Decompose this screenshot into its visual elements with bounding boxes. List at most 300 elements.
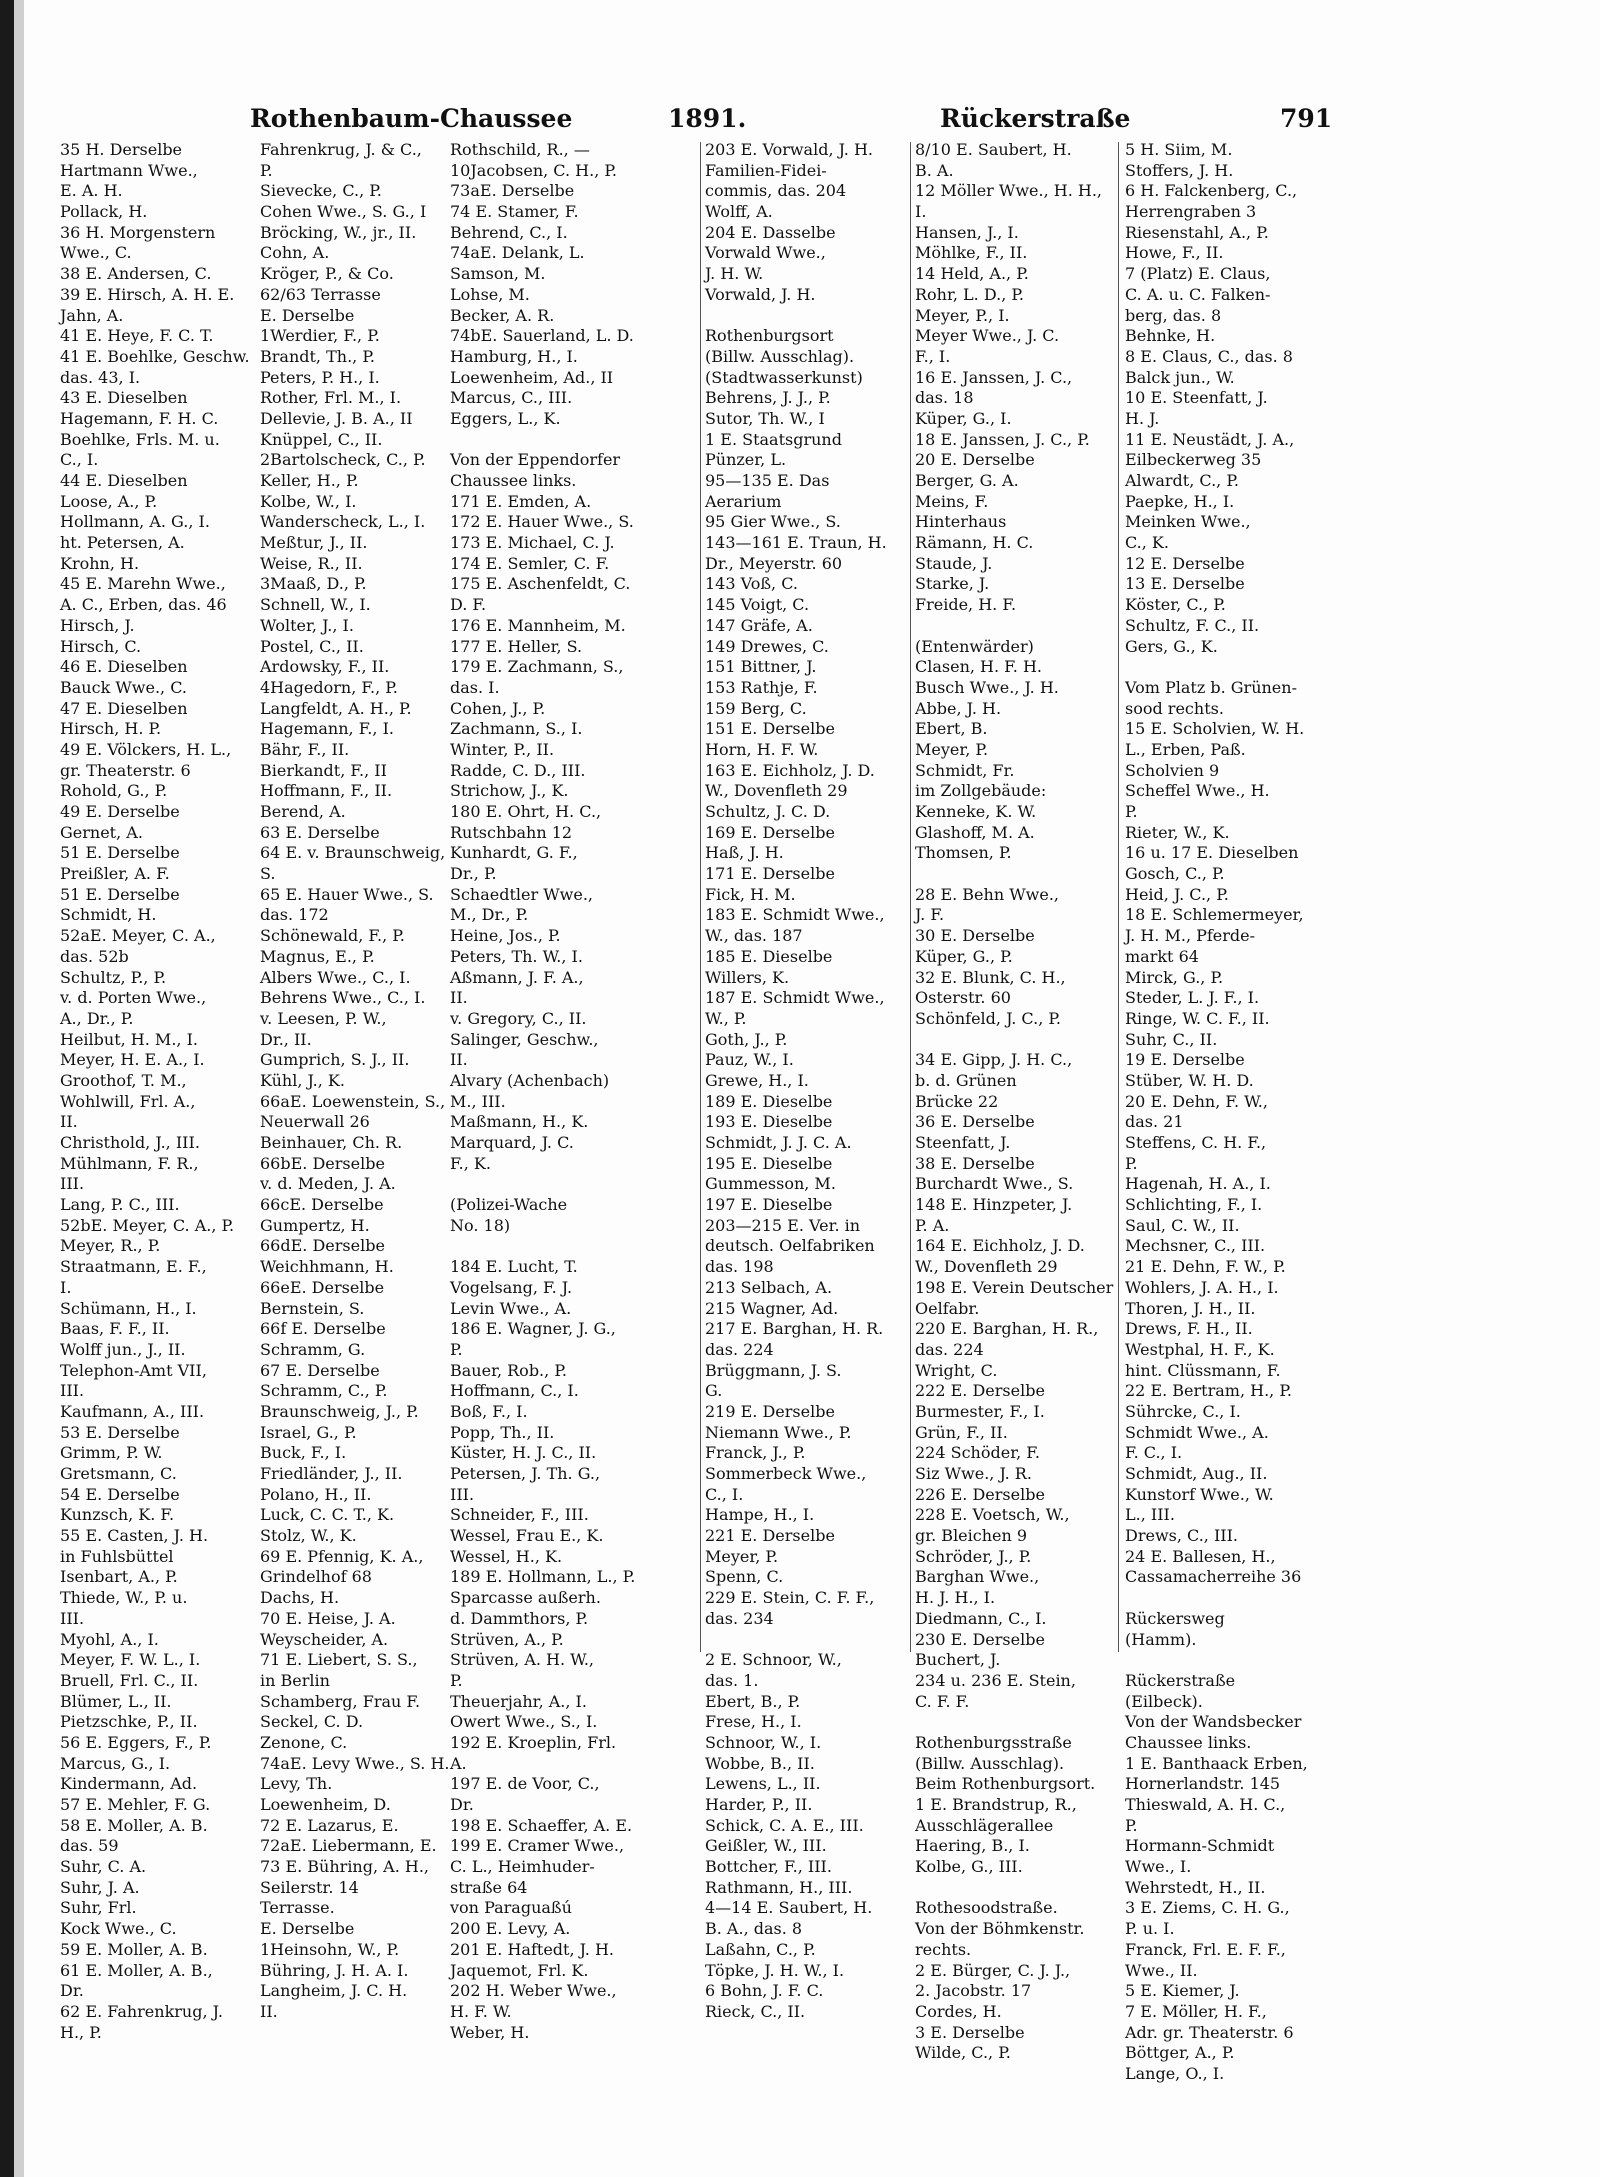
directory-entry-line: 184 E. Lucht, T.: [450, 1257, 578, 1277]
directory-entry-line: Horn, H. F. W.: [705, 739, 819, 759]
directory-entry-line: Boß, F., I.: [450, 1401, 528, 1421]
directory-entry-line: 8/10 E. Saubert, H.: [915, 140, 1072, 159]
directory-entry-line: Sutor, Th. W., I: [705, 408, 825, 428]
directory-entry-line: Thiede, W., P. u.: [60, 1588, 188, 1608]
directory-entry-line: 38 E. Andersen, C.: [60, 264, 212, 284]
directory-entry-line: 224 Schöder, F.: [915, 1443, 1040, 1463]
directory-entry-line: 61 E. Moller, A. B.,: [60, 1960, 213, 1980]
directory-entry-line: Franck, Frl. E. F. F.,: [1125, 1939, 1286, 1959]
directory-entry-line: Meinken Wwe.,: [1125, 512, 1251, 532]
directory-entry-line: Gers, G., K.: [1125, 636, 1218, 656]
directory-entry-line: 143 Voß, C.: [705, 574, 798, 594]
directory-entry-line: 1 E. Staatsgrund: [705, 429, 842, 449]
directory-entry-line: Steffens, C. H. F.,: [1125, 1133, 1267, 1152]
directory-entry-line: Schramm, G.: [260, 1339, 366, 1359]
directory-entry-line: Behrens Wwe., C., I.: [260, 988, 426, 1008]
directory-entry-line: 198 E. Schaeffer, A. E.: [450, 1815, 633, 1835]
directory-entry-line: 54 E. Derselbe: [60, 1484, 180, 1504]
directory-entry-line: 62 E. Fahrenkrug, J.: [60, 2001, 223, 2021]
directory-entry-line: Wolff, A.: [705, 202, 773, 222]
directory-entry-line: P. A.: [915, 1215, 950, 1235]
directory-entry-line: Staude, J.: [915, 553, 993, 573]
directory-entry-line: Wobbe, B., II.: [705, 1753, 815, 1773]
directory-entry-line: 234 u. 236 E. Stein,: [915, 1670, 1076, 1690]
directory-entry-line: Christhold, J., III.: [60, 1133, 200, 1152]
directory-entry-line: 3 E. Derselbe: [915, 2022, 1025, 2042]
directory-entry-line: Hirsch, C.: [60, 636, 142, 656]
directory-entry-line: Ausschlägerallee: [915, 1815, 1054, 1835]
directory-entry-line: Petersen, J. Th. G.,: [450, 1464, 601, 1483]
directory-entry-line: 204 E. Dasselbe: [705, 222, 836, 242]
directory-entry-line: [915, 616, 1120, 637]
directory-entry-line: P.: [1125, 802, 1138, 821]
directory-entry-line: Jaquemot, Frl. K.: [450, 1960, 589, 1980]
directory-entry-line: 203 E. Vorwald, J. H.: [705, 140, 873, 159]
directory-entry-line: Kröger, P., & Co.: [260, 264, 394, 284]
directory-entry-line: Hamburg, H., I.: [450, 346, 578, 366]
directory-entry-line: A.: [450, 1753, 467, 1773]
header-street-right: Rückerstraße: [940, 104, 1131, 133]
directory-entry-line: II.: [60, 1112, 78, 1132]
directory-entry-line: 30 E. Derselbe: [915, 926, 1035, 946]
directory-entry-line: Hoffmann, C., I.: [450, 1381, 579, 1401]
directory-entry-line: C. A. u. C. Falken-: [1125, 284, 1271, 304]
column-divider: [1118, 142, 1119, 1652]
directory-entry-line: 46 E. Dieselben: [60, 657, 188, 677]
directory-entry-line: Wanderscheck, L., I.: [260, 512, 426, 532]
directory-entry-line: Bruell, Frl. C., II.: [60, 1670, 199, 1690]
directory-entry-line: F. C., I.: [1125, 1443, 1183, 1463]
directory-entry-line: L., Erben, Paß.: [1125, 739, 1246, 759]
directory-entry-line: Bottcher, F., III.: [705, 1857, 832, 1877]
directory-entry-line: Aerarium: [705, 491, 782, 511]
directory-entry-line: 2. Jacobstr. 17: [915, 1981, 1032, 2001]
directory-entry-line: 73aE. Derselbe: [450, 181, 575, 201]
directory-entry-line: das. 198: [705, 1257, 774, 1277]
directory-entry-line: 56 E. Eggers, F., P.: [60, 1732, 212, 1752]
directory-entry-line: Brüggmann, J. S.: [705, 1360, 842, 1380]
directory-entry-line: B. A.: [915, 160, 954, 180]
directory-entry-line: Hirsch, H. P.: [60, 719, 162, 739]
directory-entry-line: P.: [450, 1339, 463, 1359]
directory-entry-line: L., III.: [1125, 1505, 1175, 1525]
directory-entry-line: 73 E. Bühring, A. H.,: [260, 1857, 429, 1877]
directory-entry-line: [1125, 1650, 1325, 1671]
directory-entry-line: (Stadtwasserkunst): [705, 367, 863, 387]
directory-entry-line: [915, 1712, 1120, 1733]
directory-entry-line: 19 E. Derselbe: [1125, 1050, 1245, 1070]
directory-entry-line: deutsch. Oelfabriken: [705, 1236, 875, 1256]
header-street-left: Rothenbaum-Chaussee: [250, 104, 573, 133]
directory-entry-line: W., das. 187: [705, 926, 803, 946]
directory-entry-line: 6 Bohn, J. F. C.: [705, 1981, 824, 2001]
directory-column-1: [60, 140, 250, 2043]
directory-entry-line: 5 H. Siim, M.: [1125, 140, 1233, 159]
directory-entry-line: 43 E. Dieselben: [60, 388, 188, 408]
directory-entry-line: Salinger, Geschw.,: [450, 1029, 599, 1049]
directory-entry-line: ht. Petersen, A.: [60, 533, 185, 553]
directory-entry-line: v. d. Porten Wwe.,: [60, 988, 207, 1008]
directory-entry-line: Scheffel Wwe., H.: [1125, 781, 1270, 801]
directory-entry-line: Clasen, H. F. H.: [915, 657, 1042, 677]
directory-entry-line: Hansen, J., I.: [915, 222, 1019, 242]
directory-entry-line: 171 E. Emden, A.: [450, 491, 592, 511]
directory-entry-line: Schnoor, W., I.: [705, 1732, 822, 1752]
directory-entry-line: W., Dovenfleth 29: [915, 1257, 1058, 1277]
directory-entry-line: Theuerjahr, A., I.: [450, 1691, 587, 1711]
directory-entry-line: Chaussee links.: [1125, 1732, 1252, 1752]
directory-entry-line: E. A. H.: [60, 181, 123, 201]
directory-entry-line: Langheim, J. C. H.: [260, 1981, 408, 2001]
directory-entry-line: Kolbe, W., I.: [260, 491, 357, 511]
directory-entry-line: 18 E. Janssen, J. C., P.: [915, 429, 1090, 449]
directory-entry-line: 57 E. Mehler, F. G.: [60, 1795, 211, 1814]
directory-entry-line: C. F. F.: [915, 1691, 970, 1711]
directory-entry-line: Alwardt, C., P.: [1125, 471, 1239, 490]
directory-entry-line: I.: [915, 202, 927, 222]
directory-entry-line: 47 E. Dieselben: [60, 698, 188, 718]
directory-entry-line: 222 E. Derselbe: [915, 1381, 1045, 1401]
directory-entry-line: Cohn, A.: [260, 243, 330, 263]
directory-entry-line: Krohn, H.: [60, 553, 140, 573]
directory-entry-line: Vorwald, J. H.: [705, 284, 816, 304]
directory-entry-line: 16 E. Janssen, J. C.,: [915, 367, 1073, 387]
directory-entry-line: [705, 1630, 915, 1651]
directory-entry-line: 66eE. Derselbe: [260, 1277, 385, 1297]
directory-entry-line: J. F.: [915, 905, 945, 925]
directory-entry-line: [1125, 657, 1325, 678]
directory-entry-line: Gumpertz, H.: [260, 1215, 370, 1235]
directory-entry-line: Dellevie, J. B. A., II: [260, 408, 413, 428]
directory-entry-line: Gummesson, M.: [705, 1174, 836, 1194]
directory-entry-line: Kindermann, Ad.: [60, 1774, 198, 1794]
directory-entry-line: Lange, O., I.: [1125, 2063, 1225, 2083]
directory-entry-line: 36 H. Morgenstern: [60, 222, 216, 242]
directory-entry-line: 74 E. Stamer, F.: [450, 202, 579, 222]
directory-entry-line: Dachs, H.: [260, 1588, 340, 1608]
directory-entry-line: Israel, G., P.: [260, 1422, 357, 1442]
directory-entry-line: Rothesoodstraße.: [915, 1898, 1058, 1918]
directory-entry-line: das. 43, I.: [60, 367, 141, 387]
directory-entry-line: Boehlke, Frls. M. u.: [60, 429, 220, 449]
directory-entry-line: Hinterhaus: [915, 512, 1007, 532]
directory-entry-line: 10 E. Steenfatt, J.: [1125, 388, 1268, 408]
directory-entry-line: 220 E. Barghan, H. R.,: [915, 1319, 1099, 1339]
directory-entry-line: 153 Rathje, F.: [705, 677, 818, 697]
directory-entry-line: berg, das. 8: [1125, 305, 1222, 325]
directory-entry-line: Ebert, B., P.: [705, 1691, 801, 1711]
directory-entry-line: 6 H. Falckenberg, C.,: [1125, 181, 1298, 201]
directory-entry-line: 12 E. Derselbe: [1125, 553, 1245, 573]
directory-entry-line: commis, das. 204: [705, 181, 847, 201]
directory-entry-line: 62/63 Terrasse: [260, 284, 381, 304]
directory-entry-line: 180 E. Ohrt, H. C.,: [450, 802, 602, 821]
directory-entry-line: Westphal, H. F., K.: [1125, 1339, 1275, 1359]
directory-entry-line: Cohen Wwe., S. G., I: [260, 202, 427, 222]
directory-entry-line: Vogelsang, F. J.: [450, 1277, 573, 1297]
directory-entry-line: Blümer, L., II.: [60, 1691, 172, 1711]
directory-entry-line: 197 E. Dieselbe: [705, 1195, 833, 1215]
directory-entry-line: 52bE. Meyer, C. A., P.: [60, 1215, 235, 1235]
directory-entry-line: Suhr, C. A.: [60, 1857, 147, 1877]
directory-entry-line: Böttger, A., P.: [1125, 2043, 1235, 2063]
directory-entry-line: 58 E. Moller, A. B.: [60, 1815, 208, 1835]
directory-entry-line: Seilerstr. 14: [260, 1877, 359, 1897]
directory-entry-line: 59 E. Moller, A. B.: [60, 1939, 208, 1959]
directory-entry-line: Riesenstahl, A., P.: [1125, 222, 1269, 242]
directory-entry-line: Küster, H. J. C., II.: [450, 1443, 597, 1463]
directory-entry-line: Rieck, C., II.: [705, 2001, 806, 2021]
directory-entry-line: 2 E. Bürger, C. J. J.,: [915, 1960, 1071, 1980]
directory-entry-line: Bröcking, W., jr., II.: [260, 222, 417, 242]
directory-entry-line: M., III.: [450, 1091, 506, 1111]
directory-entry-line: Siz Wwe., J. R.: [915, 1464, 1032, 1483]
directory-entry-line: 2Bartolscheck, C., P.: [260, 450, 426, 470]
directory-entry-line: S.: [260, 864, 276, 884]
directory-entry-line: III.: [450, 1484, 475, 1504]
directory-entry-line: im Zollgebäude:: [915, 781, 1047, 801]
directory-entry-line: Schmidt, Fr.: [915, 760, 1015, 780]
directory-entry-line: Baas, F. F., II.: [60, 1319, 170, 1339]
directory-entry-line: das. 172: [260, 905, 329, 925]
directory-entry-line: Buck, F., I.: [260, 1443, 347, 1463]
directory-entry-line: Busch Wwe., J. H.: [915, 677, 1059, 697]
directory-entry-line: Thomsen, P.: [915, 843, 1012, 863]
directory-entry-line: Isenbart, A., P.: [60, 1567, 178, 1587]
directory-entry-line: Gosch, C., P.: [1125, 864, 1225, 884]
directory-entry-line: Stolz, W., K.: [260, 1526, 357, 1546]
directory-entry-line: 49 E. Völckers, H. L.,: [60, 739, 232, 759]
directory-entry-line: 36 E. Derselbe: [915, 1112, 1035, 1132]
header-page-number: 791: [1280, 104, 1333, 133]
directory-entry-line: C., I.: [60, 450, 99, 470]
directory-entry-line: Burmester, F., I.: [915, 1401, 1045, 1421]
directory-entry-line: 171 E. Derselbe: [705, 864, 835, 884]
directory-entry-line: B. A., das. 8: [705, 1919, 803, 1939]
directory-entry-line: Seckel, C. D.: [260, 1712, 364, 1732]
directory-entry-line: Bähr, F., II.: [260, 739, 350, 759]
directory-entry-line: 74aE. Levy Wwe., S. H.: [260, 1753, 450, 1773]
directory-entry-line: Gretsmann, C.: [60, 1464, 177, 1483]
directory-entry-line: Hagemann, F. H. C.: [60, 408, 219, 428]
directory-entry-line: Schönewald, F., P.: [260, 926, 405, 946]
directory-entry-line: Kunhardt, G. F.,: [450, 843, 578, 863]
directory-entry-line: No. 18): [450, 1215, 511, 1235]
directory-entry-line: Stoffers, J. H.: [1125, 160, 1234, 180]
directory-entry-line: Heine, Jos., P.: [450, 926, 561, 946]
directory-entry-line: J. H. W.: [705, 264, 764, 284]
directory-entry-line: Behnke, H.: [1125, 326, 1216, 346]
directory-entry-line: 55 E. Casten, J. H.: [60, 1526, 209, 1546]
directory-entry-line: [915, 864, 1120, 885]
directory-entry-line: Preißler, A. F.: [60, 864, 170, 884]
directory-entry-line: 66dE. Derselbe: [260, 1236, 385, 1256]
directory-entry-line: Loose, A., P.: [60, 491, 158, 511]
directory-entry-line: Sparcasse außerh.: [450, 1588, 601, 1608]
directory-entry-line: [705, 306, 915, 327]
directory-entry-line: Grün, F., II.: [915, 1422, 1008, 1442]
directory-entry-line: Dr.: [450, 1795, 474, 1814]
directory-entry-line: Wolter, J., I.: [260, 615, 354, 635]
directory-entry-line: F., I.: [915, 346, 951, 366]
directory-entry-line: 192 E. Kroeplin, Frl.: [450, 1732, 617, 1752]
directory-entry-line: Ardowsky, F., II.: [260, 657, 390, 677]
directory-entry-line: straße 64: [450, 1877, 528, 1897]
directory-entry-line: Popp, Th., II.: [450, 1422, 555, 1442]
directory-entry-line: Schramm, C., P.: [260, 1381, 388, 1401]
directory-entry-line: 71 E. Liebert, S. S.,: [260, 1650, 418, 1670]
directory-entry-line: Steenfatt, J.: [915, 1133, 1011, 1152]
directory-entry-line: Berger, G. A.: [915, 471, 1019, 490]
directory-entry-line: 202 H. Weber Wwe.,: [450, 1981, 617, 2001]
directory-entry-line: 164 E. Eichholz, J. D.: [915, 1236, 1085, 1256]
directory-entry-line: 1 E. Brandstrup, R.,: [915, 1795, 1077, 1814]
directory-entry-line: Marcus, G., I.: [60, 1753, 171, 1773]
directory-entry-line: Kunstorf Wwe., W.: [1125, 1484, 1274, 1504]
directory-entry-line: Schick, C. A. E., III.: [705, 1815, 864, 1835]
directory-column-2: [260, 140, 450, 2023]
directory-entry-line: Meyer, P.: [705, 1546, 779, 1566]
directory-entry-line: Hornerlandstr. 145: [1125, 1774, 1281, 1794]
directory-entry-line: 203—215 E. Ver. in: [705, 1215, 861, 1235]
directory-entry-line: 145 Voigt, C.: [705, 595, 810, 615]
directory-entry-line: Lewens, L., II.: [705, 1774, 821, 1794]
directory-entry-line: Heid, J. C., P.: [1125, 884, 1229, 904]
directory-entry-line: Rothschild, R., —: [450, 140, 590, 159]
directory-entry-line: 51 E. Derselbe: [60, 843, 180, 863]
directory-column-6: [1125, 140, 1325, 2085]
column-divider: [700, 142, 701, 1652]
scan-page-edge: [14, 0, 24, 2177]
directory-entry-line: Vorwald Wwe.,: [705, 243, 826, 263]
directory-entry-line: Schmidt Wwe., A.: [1125, 1422, 1269, 1442]
directory-entry-line: Meyer, F. W. L., I.: [60, 1650, 201, 1670]
directory-entry-line: 16 u. 17 E. Dieselben: [1125, 843, 1299, 863]
directory-entry-line: 65 E. Hauer Wwe., S.: [260, 884, 434, 904]
directory-entry-line: Brandt, Th., P.: [260, 346, 375, 366]
directory-entry-line: Pünzer, L.: [705, 450, 787, 470]
directory-entry-line: Schümann, H., I.: [60, 1298, 197, 1318]
directory-entry-line: F., K.: [450, 1153, 491, 1173]
directory-entry-line: 172 E. Hauer Wwe., S.: [450, 512, 634, 532]
directory-entry-line: 176 E. Mannheim, M.: [450, 615, 626, 635]
directory-entry-line: Loewenheim, Ad., II: [450, 367, 614, 387]
directory-entry-line: Suhr, C., II.: [1125, 1029, 1218, 1049]
directory-entry-line: 221 E. Derselbe: [705, 1526, 835, 1546]
directory-entry-line: Wessel, Frau E., K.: [450, 1526, 604, 1546]
directory-entry-line: Aßmann, J. F. A.,: [450, 967, 584, 987]
directory-entry-line: 24 E. Ballesen, H.,: [1125, 1546, 1276, 1566]
directory-entry-line: Pollack, H.: [60, 202, 148, 222]
directory-entry-line: Schmidt, H.: [60, 905, 157, 925]
directory-entry-line: 12 Möller Wwe., H. H.,: [915, 181, 1103, 201]
directory-entry-line: 10Jacobsen, C. H., P.: [450, 160, 617, 180]
directory-entry-line: Luck, C. C. T., K.: [260, 1505, 395, 1525]
directory-entry-line: in Fuhlsbüttel: [60, 1546, 174, 1566]
directory-entry-line: Langfeldt, A. H., P.: [260, 698, 412, 718]
directory-entry-line: 177 E. Heller, S.: [450, 636, 583, 656]
directory-entry-line: Laßahn, C., P.: [705, 1939, 816, 1959]
directory-entry-line: Spenn, C.: [705, 1567, 784, 1587]
directory-entry-line: Küper, G., I.: [915, 408, 1012, 428]
directory-entry-line: [450, 430, 695, 451]
directory-entry-line: M., Dr., P.: [450, 905, 529, 925]
directory-entry-line: Meßtur, J., II.: [260, 533, 368, 553]
directory-entry-line: Starke, J.: [915, 574, 990, 594]
directory-entry-line: P.: [450, 1670, 463, 1690]
directory-entry-line: Schneider, F., III.: [450, 1505, 589, 1525]
directory-entry-line: 63 E. Derselbe: [260, 822, 380, 842]
directory-entry-line: 147 Gräfe, A.: [705, 615, 813, 635]
directory-entry-line: Levin Wwe., A.: [450, 1298, 572, 1318]
directory-entry-line: 18 E. Schlemermeyer,: [1125, 905, 1304, 925]
directory-entry-line: 219 E. Derselbe: [705, 1401, 835, 1421]
directory-entry-line: Terrasse.: [260, 1898, 335, 1918]
directory-entry-line: 143—161 E. Traun, H.: [705, 533, 887, 553]
directory-entry-line: 7 E. Möller, H. F.,: [1125, 2001, 1267, 2021]
directory-entry-line: Töpke, J. H. W., I.: [705, 1960, 845, 1980]
directory-entry-line: Sührcke, C., I.: [1125, 1401, 1241, 1421]
directory-entry-line: C., I.: [705, 1484, 744, 1504]
directory-entry-line: Abbe, J. H.: [915, 698, 1002, 718]
directory-entry-line: 53 E. Derselbe: [60, 1422, 180, 1442]
directory-entry-line: W., P.: [705, 1008, 747, 1028]
directory-entry-line: v. d. Meden, J. A.: [260, 1174, 396, 1194]
directory-entry-line: Kaufmann, A., III.: [60, 1401, 205, 1421]
directory-entry-line: 159 Berg, C.: [705, 698, 807, 718]
directory-entry-line: Frese, H., I.: [705, 1712, 802, 1732]
directory-entry-line: [915, 1878, 1120, 1899]
directory-entry-line: 74bE. Sauerland, L. D.: [450, 326, 634, 346]
directory-entry-line: Rother, Frl. M., I.: [260, 388, 402, 408]
directory-entry-line: Willers, K.: [705, 967, 790, 987]
directory-entry-line: Friedländer, J., II.: [260, 1464, 403, 1483]
directory-entry-line: Grewe, H., I.: [705, 1070, 809, 1090]
directory-entry-line: Myohl, A., I.: [60, 1629, 159, 1649]
directory-entry-line: 197 E. de Voor, C.,: [450, 1774, 600, 1794]
directory-entry-line: Kenneke, K. W.: [915, 802, 1037, 821]
directory-entry-line: Hollmann, A. G., I.: [60, 512, 210, 532]
directory-entry-line: Geißler, W., III.: [705, 1836, 827, 1856]
directory-entry-line: Lohse, M.: [450, 284, 530, 304]
directory-entry-line: Zenone, C.: [260, 1732, 348, 1752]
directory-entry-line: Familien-Fidei-: [705, 160, 827, 180]
directory-entry-line: Sommerbeck Wwe.,: [705, 1464, 867, 1483]
directory-entry-line: Bühring, J. H. A. I.: [260, 1960, 409, 1980]
directory-entry-line: Pauz, W., I.: [705, 1050, 794, 1070]
directory-entry-line: 189 E. Dieselbe: [705, 1091, 833, 1111]
directory-entry-line: Behrend, C., I.: [450, 222, 568, 242]
directory-entry-line: Osterstr. 60: [915, 988, 1011, 1008]
directory-entry-line: (Billw. Ausschlag).: [915, 1753, 1065, 1773]
directory-entry-line: Weichhmann, H.: [260, 1257, 394, 1277]
directory-entry-line: H., P.: [60, 2022, 102, 2042]
directory-entry-line: das. 52b: [60, 946, 129, 966]
directory-entry-line: (Hamm).: [1125, 1629, 1197, 1649]
directory-entry-line: Schultz, P., P.: [60, 967, 167, 987]
directory-entry-line: 183 E. Schmidt Wwe.,: [705, 905, 885, 925]
directory-entry-line: Fick, H. M.: [705, 884, 796, 904]
directory-entry-line: A. C., Erben, das. 46: [60, 595, 227, 615]
directory-entry-line: Hagenah, H. A., I.: [1125, 1174, 1271, 1194]
directory-entry-line: D. F.: [450, 595, 487, 615]
directory-entry-line: 173 E. Michael, C. J.: [450, 533, 615, 553]
directory-entry-line: Kolbe, G., III.: [915, 1857, 1023, 1877]
directory-entry-line: Wohlwill, Frl. A.,: [60, 1091, 196, 1111]
directory-entry-line: markt 64: [1125, 946, 1199, 966]
directory-entry-line: 51 E. Derselbe: [60, 884, 180, 904]
directory-entry-line: 195 E. Dieselbe: [705, 1153, 833, 1173]
